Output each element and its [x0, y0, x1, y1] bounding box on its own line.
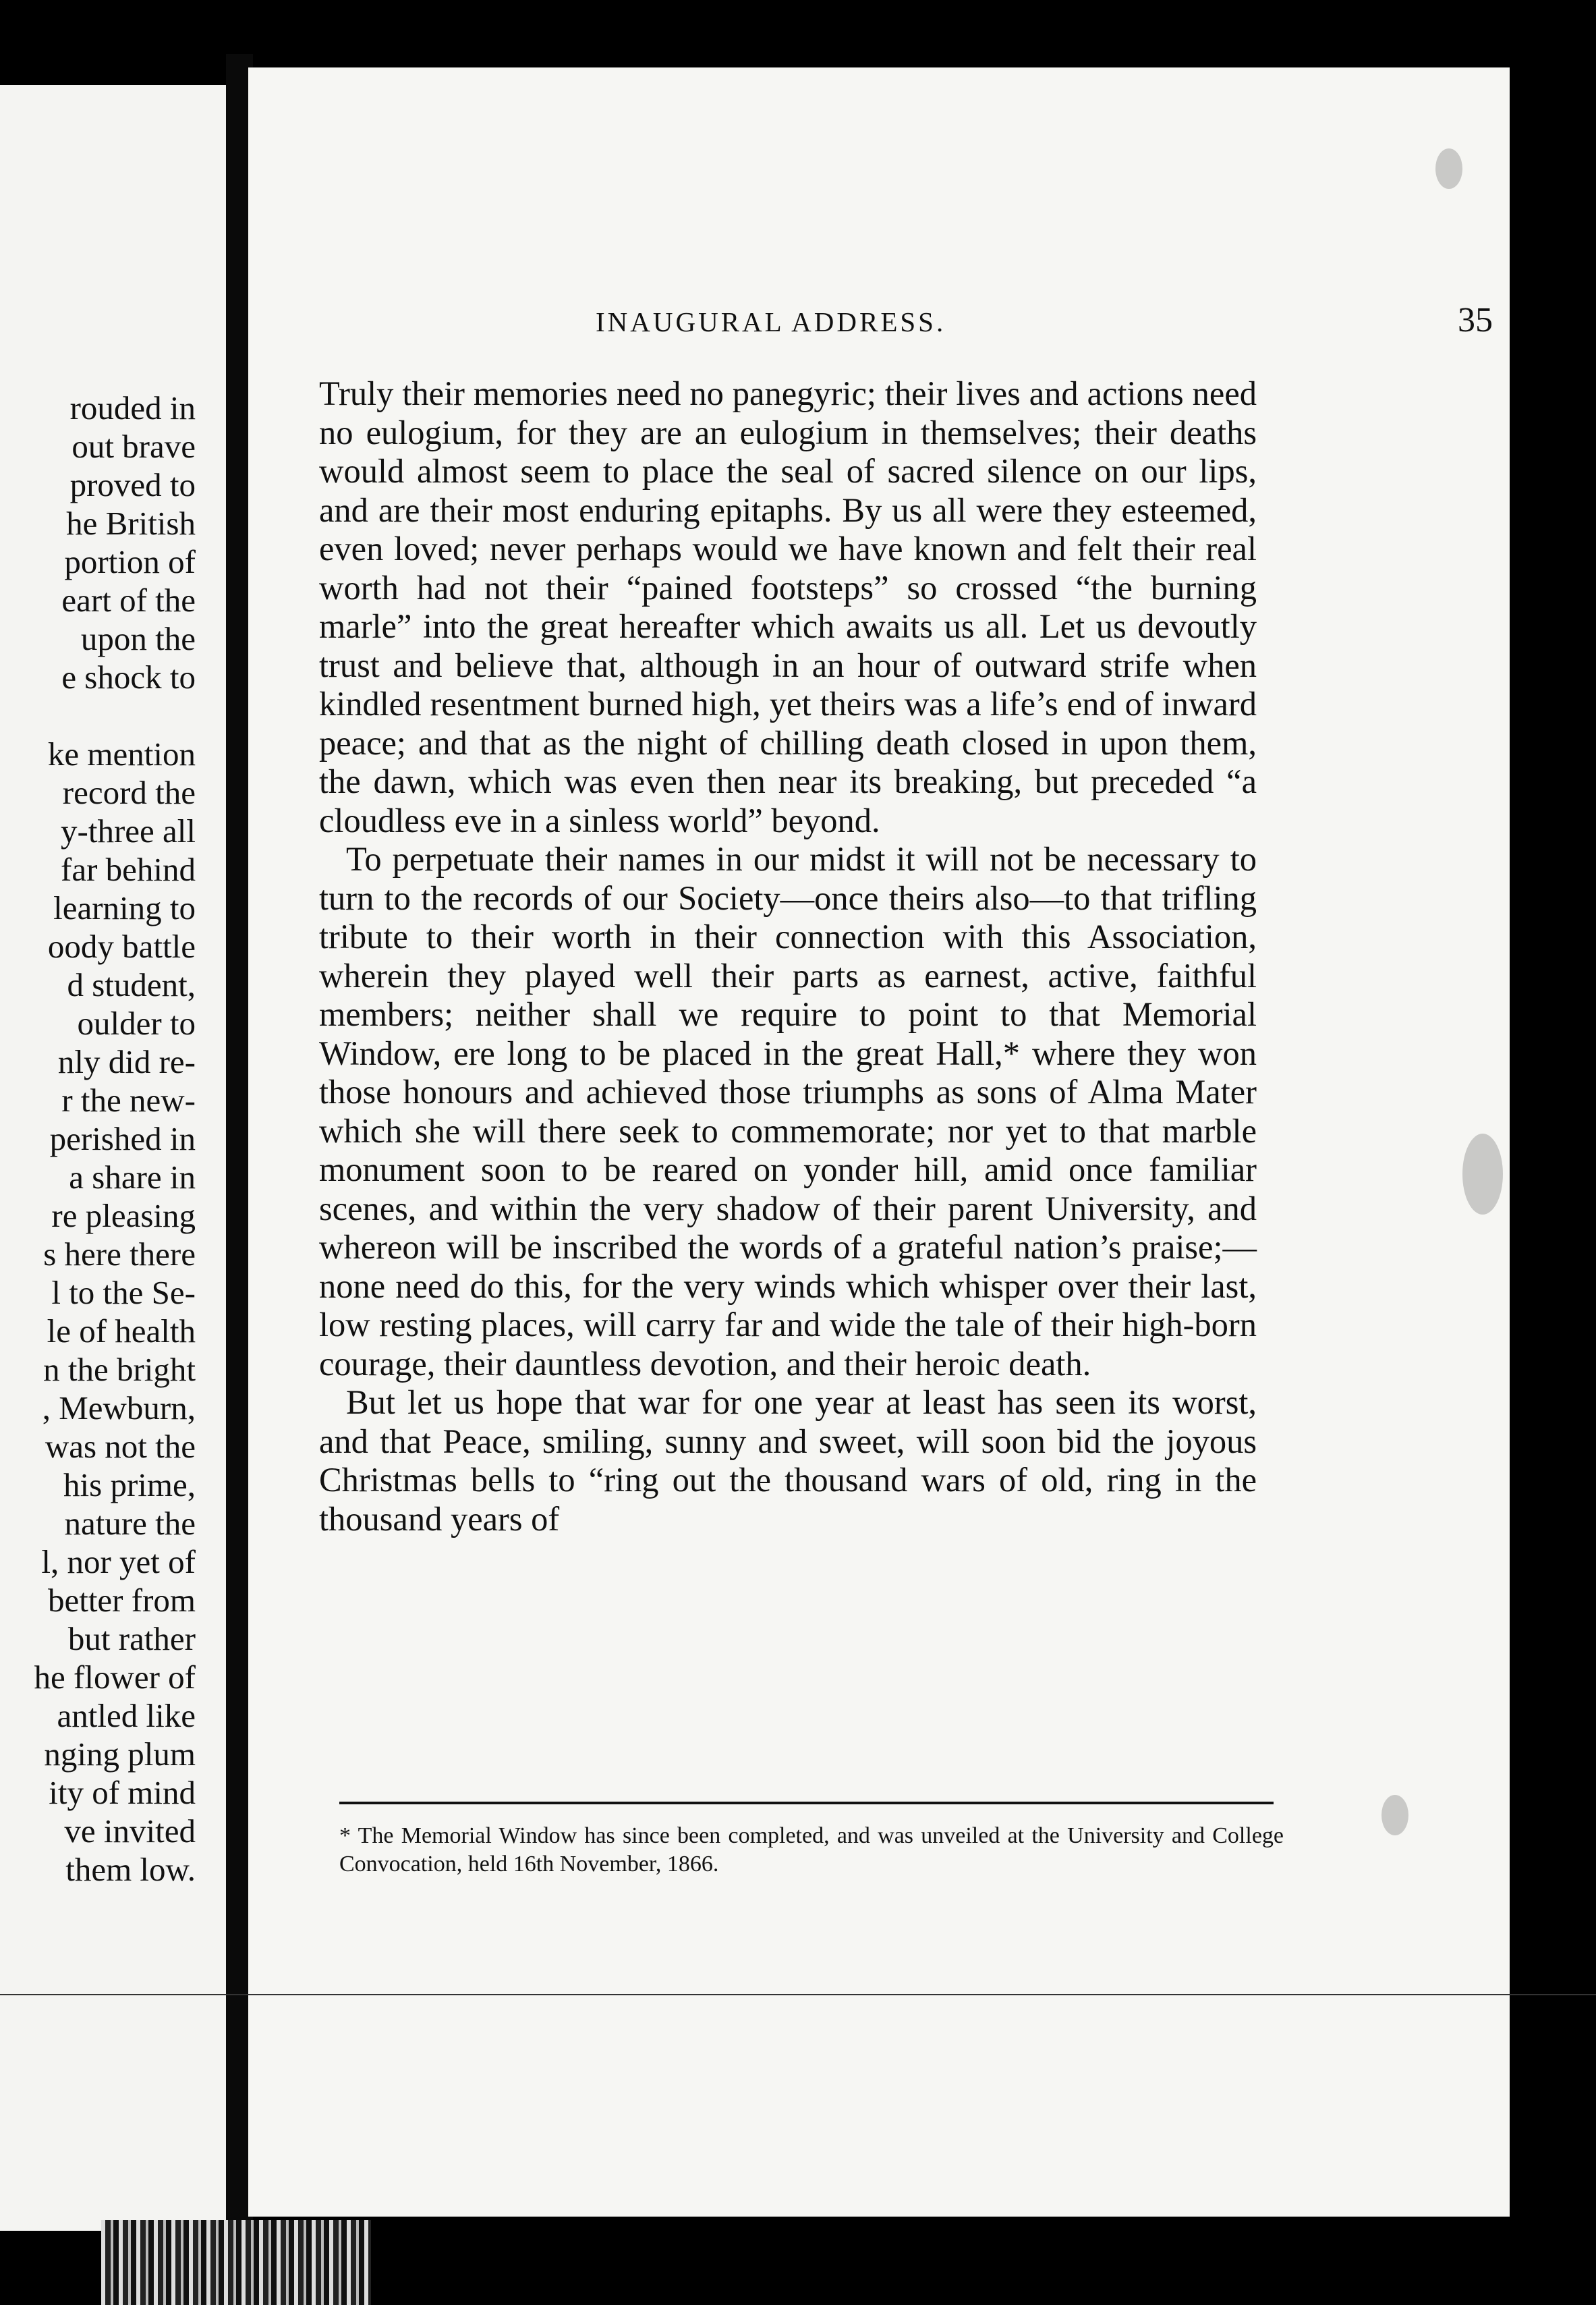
left-page-line: r the new- [61, 1082, 196, 1119]
left-page-line: proved to [69, 466, 196, 503]
left-page-line: eart of the [61, 582, 196, 619]
left-page-line: re pleasing [51, 1197, 196, 1234]
left-page-line: learning to [53, 889, 196, 926]
running-head [596, 300, 1493, 340]
left-page-line: ke mention [47, 735, 196, 773]
paragraph-1: Truly their memories need no panegyric; their lives and actions need no eulogium, for they are an eulogium in themselves; their deaths would almost seem to place the seal of sacred silence on our lips, and are their most enduring epitaphs. By us all were they esteemed, even loved; never perhaps would we have known and felt their real worth had not their “pained footsteps” so crossed “the burning marle” into the great hereafter which awaits us all. Let us devoutly trust and believe that, although in an hour of outward strife when kindled resentment burned high, yet theirs was a life’s end of inward peace; and that as the night of chilling death closed in upon them, the dawn, which was even then near its breaking, but preceded “a cloudless eve in a sinless world” beyond. [319, 374, 1257, 839]
scan-bottom-rule [0, 1994, 1596, 1995]
left-page-line: l to the Se- [51, 1274, 196, 1311]
left-page-line: his prime, [63, 1466, 196, 1503]
page-35 [248, 67, 1510, 2217]
left-page-line: he flower of [34, 1659, 196, 1696]
left-page-line: n the bright [43, 1351, 196, 1388]
left-page-line: antled like [57, 1697, 196, 1734]
left-page-line: , Mewburn, [42, 1389, 196, 1426]
paper-stain [1381, 1795, 1408, 1835]
left-page-line: upon the [80, 620, 196, 657]
left-page-line: better from [47, 1582, 196, 1619]
left-page-line: nature the [64, 1505, 196, 1542]
left-page-line: out brave [72, 428, 196, 465]
left-page-line: far behind [61, 851, 196, 888]
paragraph-2: To perpetuate their names in our midst it will not be necessary to turn to the records of our Society—once theirs also—to that trifling tribute to their worth in their connection with this Association, wherein they played well their parts as earnest, active, faithful members; neither shall we require to point to that Memorial Window, ere long to be placed in the great Hall,* where they won those honours and achieved those triumphs as sons of Alma Mater which she will there seek to commemorate; nor yet to that marble monument soon to be reared on yonder hill, amid once familiar scenes, and within the very shadow of their parent University, and whereon will be inscribed the words of a grateful nation’s praise;—none need do this, for the very winds which whisper over their last, low resting places, will carry far and wide the tale of their high-born courage, their dauntless devotion, and their heroic death. [319, 840, 1257, 1383]
left-page-line: e shock to [61, 659, 196, 696]
left-page-line: nly did re- [57, 1043, 196, 1080]
left-page-line: perished in [49, 1120, 196, 1157]
paper-stain [1435, 148, 1462, 189]
left-page-line: portion of [64, 543, 196, 580]
left-page-line: nging plum [44, 1735, 196, 1773]
body-text [319, 374, 1257, 1538]
footnote-rule [339, 1802, 1274, 1804]
page-stack-edges [101, 2220, 371, 2305]
left-page-line: oulder to [77, 1005, 196, 1042]
left-page-line: them low. [65, 1851, 196, 1888]
left-page-line: y-three all [61, 812, 196, 850]
left-page-line: l, nor yet of [41, 1543, 196, 1580]
left-page-line: but rather [67, 1620, 196, 1657]
footnote: * The Memorial Window has since been completed, and was unveiled at the University and College Convocation, held 16th November, 1866. [339, 1823, 1284, 1877]
left-page-line: d student, [67, 966, 196, 1003]
left-page-line: oody battle [47, 928, 196, 965]
paragraph-3: But let us hope that war for one year at least has seen its worst, and that Peace, smiling, sunny and sweet, will soon bid the joyous Christmas bells to “ring out the thousand wars of old, ring in the thousand years of [319, 1383, 1257, 1538]
left-page-line: a share in [69, 1159, 196, 1196]
left-page-line: record the [62, 774, 196, 811]
running-head-title: INAUGURAL ADDRESS. [596, 306, 946, 337]
facing-page-left [0, 85, 243, 2231]
left-page-line: he British [66, 505, 196, 542]
left-page-line: s here there [43, 1235, 196, 1273]
left-page-line: ity of mind [49, 1774, 196, 1811]
page-number: 35 [1458, 301, 1493, 339]
paper-stain [1462, 1134, 1503, 1215]
left-page-line: ve invited [64, 1812, 196, 1850]
left-page-line: was not the [45, 1428, 196, 1465]
left-page-line: le of health [47, 1312, 196, 1350]
left-page-line: rouded in [69, 389, 196, 426]
